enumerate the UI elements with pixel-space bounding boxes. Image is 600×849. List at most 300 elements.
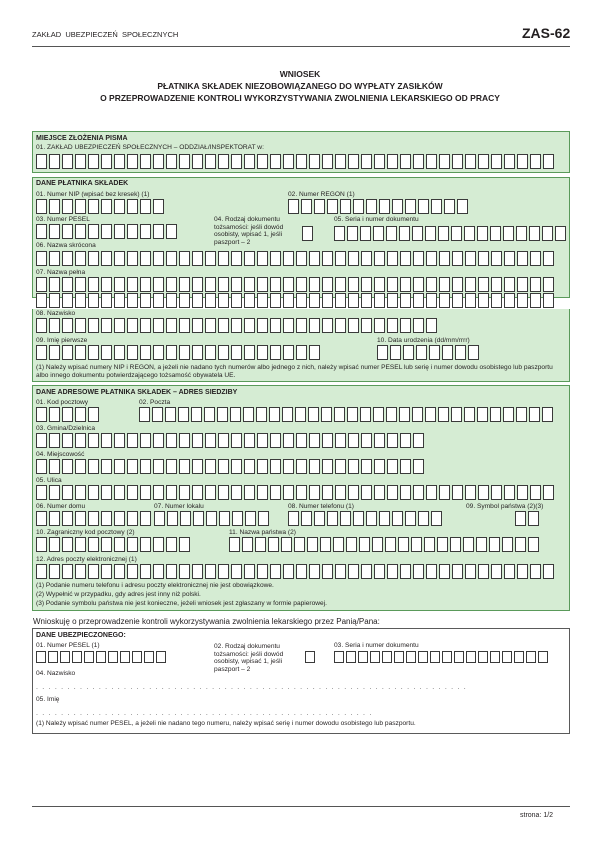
pesel-boxes[interactable] <box>36 224 179 239</box>
char-box[interactable] <box>244 459 255 474</box>
char-box[interactable] <box>413 293 424 308</box>
regon-boxes[interactable] <box>288 199 470 214</box>
char-box[interactable] <box>88 251 99 266</box>
char-box[interactable] <box>140 564 151 579</box>
char-box[interactable] <box>62 485 73 500</box>
char-box[interactable] <box>75 564 86 579</box>
char-box[interactable] <box>36 511 47 526</box>
char-box[interactable] <box>491 564 502 579</box>
char-box[interactable] <box>231 251 242 266</box>
char-box[interactable] <box>361 433 372 448</box>
char-box[interactable] <box>192 154 203 169</box>
char-box[interactable] <box>49 199 60 214</box>
char-box[interactable] <box>439 277 450 292</box>
char-box[interactable] <box>101 433 112 448</box>
char-box[interactable] <box>502 537 513 552</box>
char-box[interactable] <box>478 277 489 292</box>
char-box[interactable] <box>75 459 86 474</box>
char-box[interactable] <box>516 407 527 422</box>
char-box[interactable] <box>270 251 281 266</box>
char-box[interactable] <box>426 154 437 169</box>
char-box[interactable] <box>166 318 177 333</box>
char-box[interactable] <box>322 277 333 292</box>
char-box[interactable] <box>88 318 99 333</box>
char-box[interactable] <box>465 485 476 500</box>
char-box[interactable] <box>270 293 281 308</box>
char-box[interactable] <box>478 293 489 308</box>
char-box[interactable] <box>431 199 442 214</box>
char-box[interactable] <box>387 433 398 448</box>
char-box[interactable] <box>543 154 554 169</box>
char-box[interactable] <box>114 199 125 214</box>
char-box[interactable] <box>322 251 333 266</box>
char-box[interactable] <box>244 345 255 360</box>
char-box[interactable] <box>101 511 112 526</box>
char-box[interactable] <box>205 251 216 266</box>
char-box[interactable] <box>153 251 164 266</box>
char-box[interactable] <box>257 277 268 292</box>
char-box[interactable] <box>465 277 476 292</box>
char-box[interactable] <box>231 318 242 333</box>
char-box[interactable] <box>231 154 242 169</box>
char-box[interactable] <box>140 199 151 214</box>
char-box[interactable] <box>166 485 177 500</box>
char-box[interactable] <box>88 407 99 422</box>
char-box[interactable] <box>257 293 268 308</box>
char-box[interactable] <box>296 277 307 292</box>
char-box[interactable] <box>75 318 86 333</box>
char-box[interactable] <box>504 485 515 500</box>
char-box[interactable] <box>192 251 203 266</box>
char-box[interactable] <box>205 564 216 579</box>
char-box[interactable] <box>153 318 164 333</box>
char-box[interactable] <box>530 154 541 169</box>
doc-number-boxes[interactable] <box>334 226 568 241</box>
char-box[interactable] <box>370 651 380 663</box>
char-box[interactable] <box>526 651 536 663</box>
char-box[interactable] <box>457 199 468 214</box>
char-box[interactable] <box>416 345 427 360</box>
char-box[interactable] <box>192 564 203 579</box>
char-box[interactable] <box>340 199 351 214</box>
char-box[interactable] <box>72 651 82 663</box>
char-box[interactable] <box>88 564 99 579</box>
char-box[interactable] <box>530 564 541 579</box>
char-box[interactable] <box>327 199 338 214</box>
char-box[interactable] <box>218 293 229 308</box>
char-box[interactable] <box>36 651 46 663</box>
char-box[interactable] <box>166 251 177 266</box>
char-box[interactable] <box>346 537 357 552</box>
nip-boxes[interactable] <box>36 199 166 214</box>
char-box[interactable] <box>283 318 294 333</box>
char-box[interactable] <box>335 459 346 474</box>
char-box[interactable] <box>152 407 163 422</box>
insured-first-name-line[interactable]: . . . . . . . . . . . . . . . . . . . . . . . . . . . . . . . . . . . . . . . . . . . . . . . . . . . . . . <box>36 710 373 717</box>
char-box[interactable] <box>464 407 475 422</box>
char-box[interactable] <box>431 511 442 526</box>
char-box[interactable] <box>179 251 190 266</box>
char-box[interactable] <box>88 154 99 169</box>
char-box[interactable] <box>301 199 312 214</box>
char-box[interactable] <box>334 407 345 422</box>
char-box[interactable] <box>218 154 229 169</box>
char-box[interactable] <box>387 277 398 292</box>
char-box[interactable] <box>451 226 462 241</box>
char-box[interactable] <box>465 251 476 266</box>
char-box[interactable] <box>62 564 73 579</box>
char-box[interactable] <box>491 277 502 292</box>
char-box[interactable] <box>49 433 60 448</box>
insured-doc-type-box[interactable] <box>305 651 317 663</box>
char-box[interactable] <box>348 293 359 308</box>
char-box[interactable] <box>374 564 385 579</box>
char-box[interactable] <box>96 651 106 663</box>
char-box[interactable] <box>322 459 333 474</box>
char-box[interactable] <box>101 224 112 239</box>
char-box[interactable] <box>36 459 47 474</box>
char-box[interactable] <box>465 564 476 579</box>
char-box[interactable] <box>166 277 177 292</box>
char-box[interactable] <box>452 251 463 266</box>
char-box[interactable] <box>114 433 125 448</box>
char-box[interactable] <box>114 537 125 552</box>
char-box[interactable] <box>165 407 176 422</box>
char-box[interactable] <box>127 251 138 266</box>
char-box[interactable] <box>373 407 384 422</box>
char-box[interactable] <box>101 277 112 292</box>
char-box[interactable] <box>218 485 229 500</box>
char-box[interactable] <box>386 407 397 422</box>
char-box[interactable] <box>283 154 294 169</box>
char-box[interactable] <box>179 537 190 552</box>
char-box[interactable] <box>140 433 151 448</box>
char-box[interactable] <box>218 433 229 448</box>
char-box[interactable] <box>543 293 554 308</box>
char-box[interactable] <box>36 251 47 266</box>
char-box[interactable] <box>374 251 385 266</box>
char-box[interactable] <box>283 459 294 474</box>
char-box[interactable] <box>504 154 515 169</box>
char-box[interactable] <box>127 485 138 500</box>
char-box[interactable] <box>49 511 60 526</box>
char-box[interactable] <box>156 651 166 663</box>
char-box[interactable] <box>387 564 398 579</box>
char-box[interactable] <box>218 345 229 360</box>
char-box[interactable] <box>309 318 320 333</box>
char-box[interactable] <box>309 251 320 266</box>
char-box[interactable] <box>413 564 424 579</box>
char-box[interactable] <box>322 485 333 500</box>
char-box[interactable] <box>309 277 320 292</box>
char-box[interactable] <box>490 407 501 422</box>
char-box[interactable] <box>309 433 320 448</box>
char-box[interactable] <box>140 537 151 552</box>
char-box[interactable] <box>179 345 190 360</box>
char-box[interactable] <box>244 154 255 169</box>
char-box[interactable] <box>346 651 356 663</box>
char-box[interactable] <box>166 293 177 308</box>
char-box[interactable] <box>309 345 320 360</box>
char-box[interactable] <box>127 433 138 448</box>
char-box[interactable] <box>400 433 411 448</box>
char-box[interactable] <box>296 485 307 500</box>
char-box[interactable] <box>347 226 358 241</box>
phone-boxes[interactable] <box>288 511 444 526</box>
char-box[interactable] <box>230 407 241 422</box>
char-box[interactable] <box>192 318 203 333</box>
char-box[interactable] <box>140 318 151 333</box>
char-box[interactable] <box>455 345 466 360</box>
char-box[interactable] <box>517 277 528 292</box>
char-box[interactable] <box>114 293 125 308</box>
char-box[interactable] <box>529 226 540 241</box>
char-box[interactable] <box>305 651 315 663</box>
char-box[interactable] <box>127 537 138 552</box>
char-box[interactable] <box>348 318 359 333</box>
char-box[interactable] <box>405 511 416 526</box>
char-box[interactable] <box>503 407 514 422</box>
char-box[interactable] <box>281 537 292 552</box>
char-box[interactable] <box>75 251 86 266</box>
char-box[interactable] <box>60 651 70 663</box>
char-box[interactable] <box>400 277 411 292</box>
char-box[interactable] <box>101 485 112 500</box>
char-box[interactable] <box>75 154 86 169</box>
char-box[interactable] <box>101 318 112 333</box>
char-box[interactable] <box>361 154 372 169</box>
birth-date-boxes[interactable] <box>377 345 481 360</box>
char-box[interactable] <box>36 277 47 292</box>
char-box[interactable] <box>439 293 450 308</box>
char-box[interactable] <box>490 226 501 241</box>
char-box[interactable] <box>307 537 318 552</box>
char-box[interactable] <box>229 537 240 552</box>
char-box[interactable] <box>62 199 73 214</box>
char-box[interactable] <box>245 511 256 526</box>
char-box[interactable] <box>361 318 372 333</box>
char-box[interactable] <box>114 154 125 169</box>
char-box[interactable] <box>335 277 346 292</box>
char-box[interactable] <box>296 154 307 169</box>
char-box[interactable] <box>542 407 553 422</box>
char-box[interactable] <box>322 564 333 579</box>
char-box[interactable] <box>464 226 475 241</box>
country-name-boxes[interactable] <box>229 537 541 552</box>
char-box[interactable] <box>348 485 359 500</box>
char-box[interactable] <box>270 318 281 333</box>
char-box[interactable] <box>257 485 268 500</box>
char-box[interactable] <box>179 485 190 500</box>
char-box[interactable] <box>231 485 242 500</box>
char-box[interactable] <box>88 459 99 474</box>
char-box[interactable] <box>348 251 359 266</box>
char-box[interactable] <box>478 564 489 579</box>
char-box[interactable] <box>426 485 437 500</box>
char-box[interactable] <box>442 345 453 360</box>
char-box[interactable] <box>418 199 429 214</box>
char-box[interactable] <box>309 293 320 308</box>
char-box[interactable] <box>406 651 416 663</box>
char-box[interactable] <box>322 293 333 308</box>
char-box[interactable] <box>283 564 294 579</box>
char-box[interactable] <box>517 485 528 500</box>
locality-boxes[interactable] <box>36 459 426 474</box>
char-box[interactable] <box>179 459 190 474</box>
char-box[interactable] <box>257 459 268 474</box>
char-box[interactable] <box>114 485 125 500</box>
char-box[interactable] <box>75 485 86 500</box>
char-box[interactable] <box>348 433 359 448</box>
char-box[interactable] <box>425 226 436 241</box>
char-box[interactable] <box>270 154 281 169</box>
char-box[interactable] <box>193 511 204 526</box>
char-box[interactable] <box>101 154 112 169</box>
char-box[interactable] <box>387 318 398 333</box>
char-box[interactable] <box>75 224 86 239</box>
char-box[interactable] <box>218 277 229 292</box>
char-box[interactable] <box>418 511 429 526</box>
char-box[interactable] <box>244 318 255 333</box>
char-box[interactable] <box>179 318 190 333</box>
char-box[interactable] <box>335 485 346 500</box>
char-box[interactable] <box>335 564 346 579</box>
char-box[interactable] <box>361 277 372 292</box>
char-box[interactable] <box>400 293 411 308</box>
char-box[interactable] <box>127 564 138 579</box>
foreign-postal-code-boxes[interactable] <box>36 537 192 552</box>
char-box[interactable] <box>75 511 86 526</box>
char-box[interactable] <box>478 485 489 500</box>
insured-pesel-boxes[interactable] <box>36 651 168 663</box>
char-box[interactable] <box>114 511 125 526</box>
char-box[interactable] <box>476 537 487 552</box>
char-box[interactable] <box>153 199 164 214</box>
char-box[interactable] <box>296 459 307 474</box>
char-box[interactable] <box>257 345 268 360</box>
char-box[interactable] <box>114 277 125 292</box>
char-box[interactable] <box>340 511 351 526</box>
char-box[interactable] <box>36 199 47 214</box>
char-box[interactable] <box>166 564 177 579</box>
char-box[interactable] <box>347 407 358 422</box>
char-box[interactable] <box>127 154 138 169</box>
char-box[interactable] <box>258 511 269 526</box>
char-box[interactable] <box>411 537 422 552</box>
char-box[interactable] <box>390 345 401 360</box>
char-box[interactable] <box>309 564 320 579</box>
short-name-boxes[interactable] <box>36 251 556 266</box>
char-box[interactable] <box>192 485 203 500</box>
char-box[interactable] <box>283 345 294 360</box>
char-box[interactable] <box>62 318 73 333</box>
char-box[interactable] <box>413 318 424 333</box>
char-box[interactable] <box>88 433 99 448</box>
char-box[interactable] <box>452 154 463 169</box>
char-box[interactable] <box>504 251 515 266</box>
char-box[interactable] <box>438 407 449 422</box>
char-box[interactable] <box>379 511 390 526</box>
char-box[interactable] <box>477 407 488 422</box>
char-box[interactable] <box>114 564 125 579</box>
char-box[interactable] <box>243 407 254 422</box>
char-box[interactable] <box>465 154 476 169</box>
char-box[interactable] <box>154 511 165 526</box>
char-box[interactable] <box>377 345 388 360</box>
char-box[interactable] <box>179 433 190 448</box>
char-box[interactable] <box>62 251 73 266</box>
char-box[interactable] <box>538 651 548 663</box>
char-box[interactable] <box>36 485 47 500</box>
char-box[interactable] <box>114 345 125 360</box>
char-box[interactable] <box>334 226 345 241</box>
char-box[interactable] <box>88 277 99 292</box>
char-box[interactable] <box>530 251 541 266</box>
char-box[interactable] <box>309 154 320 169</box>
char-box[interactable] <box>320 537 331 552</box>
char-box[interactable] <box>516 226 527 241</box>
char-box[interactable] <box>36 318 47 333</box>
char-box[interactable] <box>192 433 203 448</box>
char-box[interactable] <box>49 459 60 474</box>
char-box[interactable] <box>530 277 541 292</box>
char-box[interactable] <box>153 293 164 308</box>
char-box[interactable] <box>392 199 403 214</box>
char-box[interactable] <box>62 345 73 360</box>
char-box[interactable] <box>205 345 216 360</box>
char-box[interactable] <box>333 537 344 552</box>
char-box[interactable] <box>438 226 449 241</box>
char-box[interactable] <box>231 564 242 579</box>
char-box[interactable] <box>400 485 411 500</box>
char-box[interactable] <box>374 154 385 169</box>
char-box[interactable] <box>360 407 371 422</box>
char-box[interactable] <box>270 433 281 448</box>
char-box[interactable] <box>127 293 138 308</box>
char-box[interactable] <box>426 318 437 333</box>
char-box[interactable] <box>353 199 364 214</box>
char-box[interactable] <box>430 651 440 663</box>
char-box[interactable] <box>140 224 151 239</box>
char-box[interactable] <box>206 511 217 526</box>
char-box[interactable] <box>166 154 177 169</box>
char-box[interactable] <box>374 318 385 333</box>
char-box[interactable] <box>36 345 47 360</box>
char-box[interactable] <box>426 251 437 266</box>
char-box[interactable] <box>218 564 229 579</box>
char-box[interactable] <box>374 433 385 448</box>
char-box[interactable] <box>140 277 151 292</box>
char-box[interactable] <box>62 277 73 292</box>
char-box[interactable] <box>296 318 307 333</box>
char-box[interactable] <box>179 154 190 169</box>
char-box[interactable] <box>439 251 450 266</box>
char-box[interactable] <box>270 485 281 500</box>
char-box[interactable] <box>504 564 515 579</box>
first-name-boxes[interactable] <box>36 345 322 360</box>
char-box[interactable] <box>468 345 479 360</box>
char-box[interactable] <box>387 293 398 308</box>
char-box[interactable] <box>400 318 411 333</box>
char-box[interactable] <box>62 293 73 308</box>
char-box[interactable] <box>231 459 242 474</box>
char-box[interactable] <box>75 293 86 308</box>
char-box[interactable] <box>444 199 455 214</box>
char-box[interactable] <box>244 433 255 448</box>
char-box[interactable] <box>257 154 268 169</box>
char-box[interactable] <box>88 293 99 308</box>
char-box[interactable] <box>166 537 177 552</box>
